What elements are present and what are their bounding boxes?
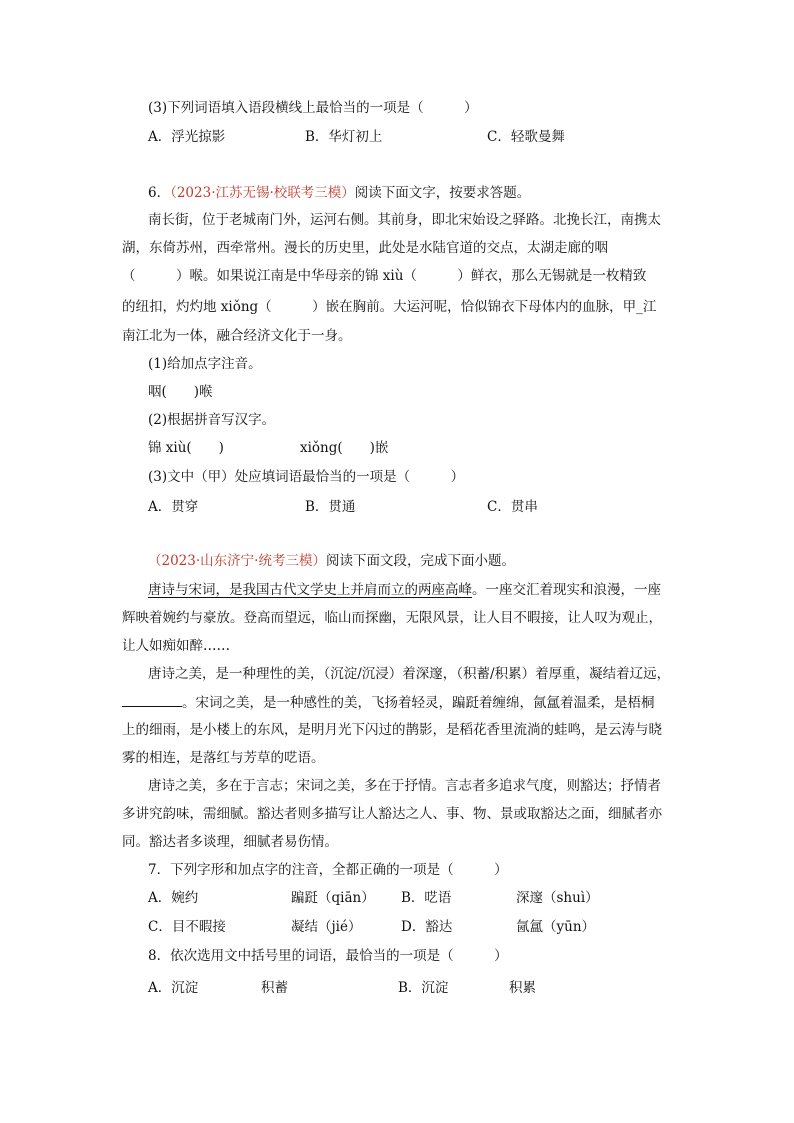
q6-number: 6． bbox=[148, 185, 171, 201]
group2-header bbox=[148, 551, 515, 571]
underlined-sentence: 唐诗与宋词，是我国古代文学史上并肩而立的两座高峰 bbox=[148, 582, 472, 598]
group2-p3-line: 唐诗之美，多在于言志；宋词之美，多在于抒情。言志者多追求气度，则豁达；抒情者 bbox=[148, 778, 661, 794]
q6-source: （2023·江苏无锡·校联考三模） bbox=[170, 185, 355, 201]
q5-option-c: C．轻歌曼舞 bbox=[487, 129, 565, 145]
q8-option: A．沉淀 bbox=[148, 980, 199, 996]
q7-option-note: 深邃（shuì） bbox=[516, 890, 599, 906]
group2-instruction: 阅读下面文段，完成下面小题。 bbox=[325, 553, 515, 569]
q6-option-c: C．贯串 bbox=[487, 499, 538, 515]
q6-sub2: (2)根据拼音写汉字。 bbox=[148, 412, 276, 428]
q8-option: 积蓄 bbox=[261, 980, 288, 996]
p1-line1-rest: 。一座交汇着现实和浪漫，一座 bbox=[472, 582, 661, 598]
q7-option: D．豁达 bbox=[401, 919, 453, 935]
group2-p1-line: 辉映着婉约与豪放。登高而望远，临山而探幽，无限风景，让人目不暇接，让人叹为观止， bbox=[122, 610, 662, 626]
q6-sub2-answer-a: 锦 xiù( ) bbox=[148, 440, 224, 456]
q8-option: 积累 bbox=[509, 980, 536, 996]
group2-p1-line1 bbox=[148, 580, 661, 600]
q5-option-b: B．华灯初上 bbox=[305, 129, 383, 145]
q7-stem: 7．下列字形和加点字的注音，全都正确的一项是（ ） bbox=[148, 862, 508, 878]
q7-option: C．目不暇接 bbox=[148, 919, 226, 935]
q8-stem: 8．依次选用文中括号里的词语，最恰当的一项是（ ） bbox=[148, 948, 508, 964]
q6-sub3: (3)文中（甲）处应填词语最恰当的一项是（ ） bbox=[148, 469, 465, 485]
q6-sub1-answer: 咽( )喉 bbox=[148, 384, 213, 400]
group2-p1-line: 让人如痴如醉…… bbox=[122, 638, 230, 654]
group2-p2-line: 上的细雨，是小楼上的东风，是明月光下闪过的鹊影，是稻花香里流淌的蛙鸣，是云涛与晓 bbox=[122, 722, 662, 738]
q5-option-a: A．浮光掠影 bbox=[148, 129, 226, 145]
group2-source: （2023·山东济宁·统考三模） bbox=[148, 553, 326, 569]
q6-sub1: (1)给加点字注音。 bbox=[148, 356, 262, 372]
q6-option-b: B．贯通 bbox=[305, 499, 356, 515]
q7-option-note: 蹁跹（qiān） bbox=[291, 890, 375, 906]
q6-passage-line: 湖，东倚苏州，西牵常州。漫长的历史里，此处是水陆官道的交点，太湖走廊的咽 bbox=[122, 240, 608, 256]
q7-option-note: 凝结（jié） bbox=[291, 919, 362, 935]
q6-instruction: 阅读下面文字，按要求答题。 bbox=[354, 185, 531, 201]
group2-p3-line: 同。豁达者多谈理，细腻者易伤情。 bbox=[122, 834, 338, 850]
q6-sub2-answer-b: xiǒng( )嵌 bbox=[300, 440, 389, 456]
group2-p2-line: 雾的相连，是落红与芳草的呓语。 bbox=[122, 750, 325, 766]
group2-p2-line: 唐诗之美，是一种理性的美，（沉淀/沉浸）着深邃，（积蓄/积累）着厚重，凝结着辽远， bbox=[148, 666, 671, 682]
p2-line2-text: 。宋词之美，是一种感性的美，飞扬着轻灵，蹁跹着缠绵，氤氲着温柔，是梧桐 bbox=[182, 695, 655, 711]
q6-passage-line: 南长街，位于老城南门外，运河右侧。其前身，即北宋始设之驿路。北挽长江，南携太 bbox=[148, 212, 661, 228]
q5-sub3: (3)下列词语填入语段横线上最恰当的一项是（ ） bbox=[148, 100, 478, 116]
fill-blank bbox=[122, 692, 182, 707]
q6-passage-line: 南江北为一体，融合经济文化于一身。 bbox=[122, 328, 352, 344]
group2-p3-line: 多讲究韵味，需细腻。豁达者则多描写让人豁达之人、事、物、景或取豁达之面，细腻者亦 bbox=[122, 806, 662, 822]
q7-option-note: 氤氲（yūn） bbox=[516, 919, 596, 935]
q6-passage-line: （ ）喉。如果说江南是中华母亲的锦 xiù（ ）鲜衣，那么无锡就是一枚精致 bbox=[122, 268, 647, 284]
q6-passage-line: 的纽扣，灼灼地 xiǒng（ ）嵌在胸前。大运河呢，恰似锦衣下母体内的血脉，甲_江 bbox=[122, 299, 657, 315]
q8-option: B．沉淀 bbox=[398, 980, 449, 996]
q7-option: A．婉约 bbox=[148, 890, 199, 906]
q6-option-a: A．贯穿 bbox=[148, 499, 199, 515]
q7-option: B．呓语 bbox=[401, 890, 452, 906]
q6-header bbox=[148, 183, 530, 203]
group2-p2-line2 bbox=[122, 692, 655, 713]
